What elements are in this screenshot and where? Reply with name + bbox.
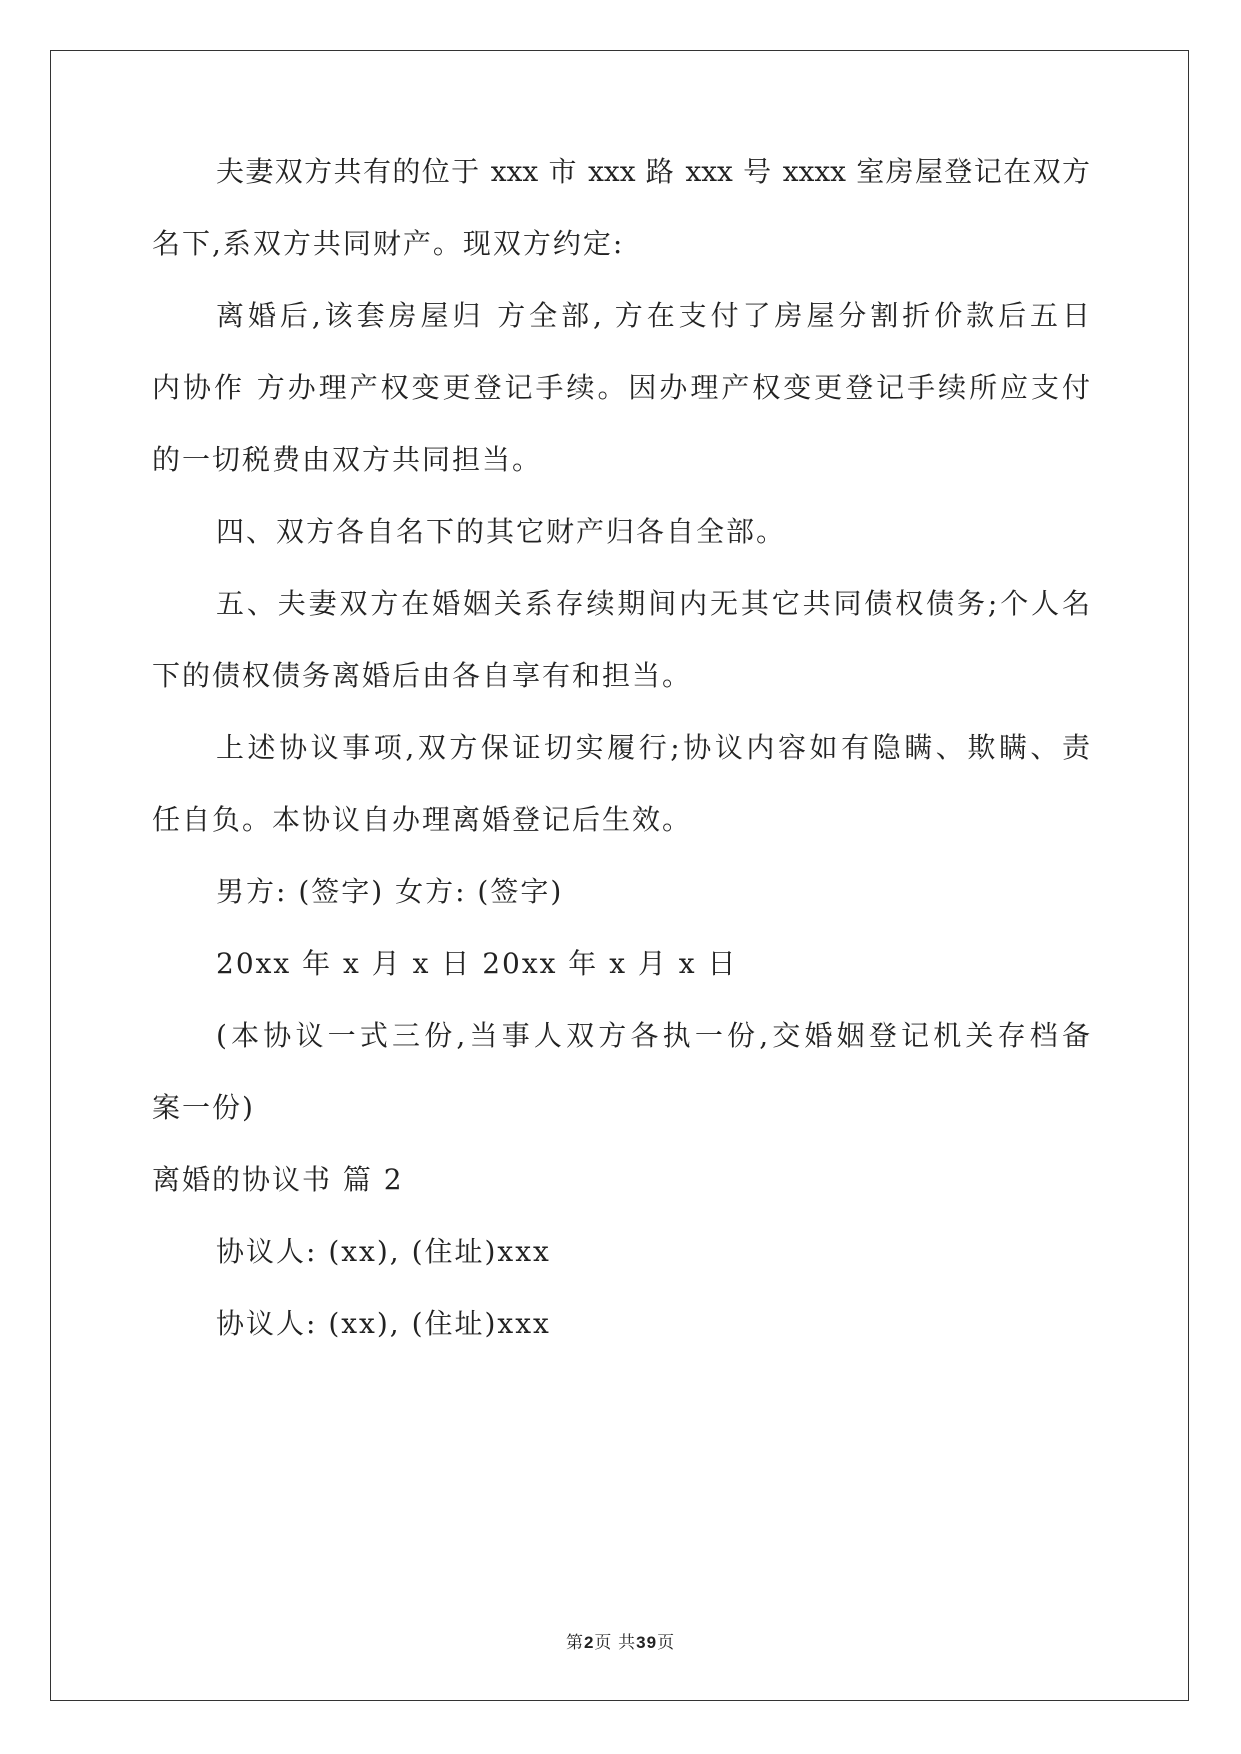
footer-page-number: 2 bbox=[583, 1633, 595, 1652]
paragraph-line: 离婚后,该套房屋归 方全部, 方在支付了房屋分割折价款后五日 bbox=[216, 299, 1090, 332]
paragraph-line: 四、双方各自名下的其它财产归各自全部。 bbox=[216, 515, 787, 548]
paragraph-line: 的一切税费由双方共同担当。 bbox=[152, 443, 543, 476]
footer-suffix: 页 bbox=[657, 1633, 676, 1652]
party-line: 协议人: (xx), (住址)xxx bbox=[216, 1307, 551, 1340]
signature-line: 男方: (签字) 女方: (签字) bbox=[216, 875, 564, 908]
paragraph-line: 内协作 方办理产权变更登记手续。因办理产权变更登记手续所应支付 bbox=[152, 371, 1090, 404]
page-footer bbox=[0, 1628, 1241, 1653]
date-line: 20xx 年 x 月 x 日 20xx 年 x 月 x 日 bbox=[216, 947, 738, 980]
paragraph-line: (本协议一式三份,当事人双方各执一份,交婚姻登记机关存档备 bbox=[216, 1019, 1090, 1052]
party-line: 协议人: (xx), (住址)xxx bbox=[216, 1235, 551, 1268]
footer-prefix: 第 bbox=[565, 1633, 584, 1652]
paragraph-line: 名下,系双方共同财产。现双方约定: bbox=[152, 227, 625, 260]
paragraph-line: 案一份) bbox=[152, 1091, 255, 1124]
section-heading: 离婚的协议书 篇 2 bbox=[152, 1163, 404, 1196]
footer-total-pages: 39 bbox=[636, 1633, 658, 1652]
paragraph-line: 下的债权债务离婚后由各自享有和担当。 bbox=[152, 659, 693, 692]
paragraph-line: 夫妻双方共有的位于 xxx 市 xxx 路 xxx 号 xxxx 室房屋登记在双方 bbox=[216, 155, 1090, 188]
paragraph-line: 五、夫妻双方在婚姻关系存续期间内无其它共同债权债务;个人名 bbox=[216, 587, 1090, 620]
paragraph-line: 上述协议事项,双方保证切实履行;协议内容如有隐瞒、欺瞒、责 bbox=[216, 731, 1090, 764]
paragraph-line: 任自负。本协议自办理离婚登记后生效。 bbox=[152, 803, 693, 836]
footer-middle: 页 共 bbox=[594, 1633, 637, 1652]
